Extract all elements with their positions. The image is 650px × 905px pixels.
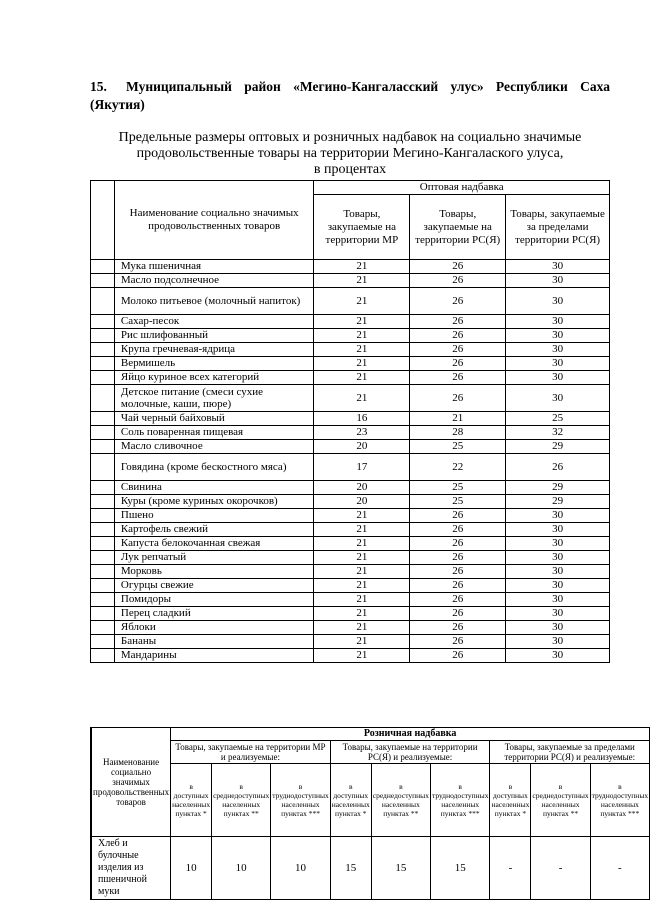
value-mr: 21	[314, 537, 410, 551]
value-rsya: 22	[410, 454, 506, 481]
row-index-cell	[91, 288, 115, 315]
value-outside: 25	[506, 412, 610, 426]
value-outside: 30	[506, 274, 610, 288]
value-rsya: 26	[410, 288, 506, 315]
value-mr: 21	[314, 579, 410, 593]
retail-value: -	[531, 837, 590, 900]
value-outside: 30	[506, 565, 610, 579]
value-outside: 30	[506, 635, 610, 649]
value-mr: 16	[314, 412, 410, 426]
value-rsya: 26	[410, 329, 506, 343]
table-row	[91, 260, 610, 274]
row-index-cell	[91, 274, 115, 288]
value-mr: 21	[314, 274, 410, 288]
row-index-cell	[91, 343, 115, 357]
row-index-cell	[91, 260, 115, 274]
product-name: Морковь	[114, 565, 314, 579]
col-header-rsya: Товары, закупаемые на территории РС(Я)	[410, 195, 506, 260]
row-index-cell	[91, 635, 115, 649]
product-name: Мандарины	[114, 649, 314, 663]
value-mr: 21	[314, 371, 410, 385]
value-mr: 21	[314, 315, 410, 329]
value-outside: 30	[506, 509, 610, 523]
product-name: Чай черный байховый	[114, 412, 314, 426]
table-row	[91, 385, 610, 412]
sub-col-header: в среднедоступных населенных пунктах **	[531, 764, 590, 837]
value-rsya: 26	[410, 621, 506, 635]
value-outside: 30	[506, 329, 610, 343]
table-row	[91, 315, 610, 329]
value-mr: 21	[314, 565, 410, 579]
row-index-cell	[91, 649, 115, 663]
value-rsya: 25	[410, 440, 506, 454]
caption-line-1: Предельные размеры оптовых и розничных надбавок на социально значимые	[118, 130, 582, 145]
product-name: Мука пшеничная	[114, 260, 314, 274]
product-name: Масло сливочное	[114, 440, 314, 454]
retail-value: 10	[271, 837, 330, 900]
row-index-cell	[91, 495, 115, 509]
value-outside: 30	[506, 621, 610, 635]
value-mr: 21	[314, 509, 410, 523]
sub-col-header: в доступных населенных пунктах *	[171, 764, 212, 837]
value-mr: 21	[314, 523, 410, 537]
row-index-cell	[91, 440, 115, 454]
value-mr: 21	[314, 260, 410, 274]
table-caption	[90, 130, 610, 178]
product-name: Крупа гречневая-ядрица	[114, 343, 314, 357]
value-outside: 30	[506, 371, 610, 385]
wholesale-group-header: Оптовая надбавка	[314, 181, 610, 195]
product-name: Рис шлифованный	[114, 329, 314, 343]
row-index-cell	[91, 357, 115, 371]
retail-value: 10	[212, 837, 271, 900]
table-row	[91, 481, 610, 495]
value-mr: 20	[314, 495, 410, 509]
product-name: Детское питание (смеси сухие молочные, каши, пюре)	[114, 385, 314, 412]
table-row	[91, 537, 610, 551]
value-rsya: 25	[410, 495, 506, 509]
product-name: Свинина	[114, 481, 314, 495]
col-header-mr: Товары, закупаемые на территории МР	[314, 195, 410, 260]
value-mr: 21	[314, 593, 410, 607]
product-name: Лук репчатый	[114, 551, 314, 565]
row-index-cell	[91, 454, 115, 481]
sub-col-header: в труднодоступных населенных пунктах ***	[590, 764, 649, 837]
product-name: Соль поваренная пищевая	[114, 426, 314, 440]
value-outside: 26	[506, 454, 610, 481]
value-outside: 30	[506, 649, 610, 663]
product-name: Перец сладкий	[114, 607, 314, 621]
value-mr: 20	[314, 481, 410, 495]
row-index-cell	[91, 371, 115, 385]
value-outside: 32	[506, 426, 610, 440]
product-name: Молоко питьевое (молочный напиток)	[114, 288, 314, 315]
value-rsya: 26	[410, 260, 506, 274]
value-outside: 30	[506, 537, 610, 551]
value-outside: 30	[506, 260, 610, 274]
table-row	[91, 426, 610, 440]
wholesale-markup-table	[90, 180, 610, 663]
value-outside: 29	[506, 495, 610, 509]
value-mr: 20	[314, 440, 410, 454]
value-mr: 21	[314, 343, 410, 357]
value-rsya: 26	[410, 551, 506, 565]
name-column-header: Наименование социально значимых продовольственных товаров	[114, 181, 314, 260]
section-heading	[90, 78, 610, 114]
row-index-cell	[91, 593, 115, 607]
product-name: Хлеб и булочные изделия из пшеничной муки	[92, 837, 171, 900]
row-index-cell	[91, 481, 115, 495]
value-rsya: 26	[410, 385, 506, 412]
product-name: Вермишель	[114, 357, 314, 371]
value-outside: 29	[506, 481, 610, 495]
value-rsya: 25	[410, 481, 506, 495]
product-name: Огурцы свежие	[114, 579, 314, 593]
value-outside: 30	[506, 551, 610, 565]
table-row	[91, 523, 610, 537]
value-mr: 21	[314, 649, 410, 663]
value-mr: 21	[314, 635, 410, 649]
product-name: Сахар-песок	[114, 315, 314, 329]
sub-col-header: в труднодоступных населенных пунктах ***	[271, 764, 330, 837]
product-name: Пшено	[114, 509, 314, 523]
col-header-outside: Товары, закупаемые за пределами территории РС(Я)	[506, 195, 610, 260]
sub-col-header: в среднедоступных населенных пунктах **	[212, 764, 271, 837]
row-index-cell	[91, 315, 115, 329]
retail-group-header: Розничная надбавка	[171, 728, 650, 741]
value-rsya: 26	[410, 315, 506, 329]
product-name: Масло подсолнечное	[114, 274, 314, 288]
value-mr: 21	[314, 385, 410, 412]
section-title: Муниципальный район «Мегино-Кангаласский улус» Республики Саха (Якутия)	[90, 79, 610, 112]
value-rsya: 26	[410, 523, 506, 537]
value-outside: 30	[506, 385, 610, 412]
table-row	[91, 579, 610, 593]
group-col-mr: Товары, закупаемые на территории МР и реализуемые:	[171, 741, 331, 764]
table-row	[91, 621, 610, 635]
table-row	[91, 649, 610, 663]
retail-value: 15	[430, 837, 489, 900]
value-rsya: 26	[410, 565, 506, 579]
table-row	[91, 495, 610, 509]
value-mr: 21	[314, 329, 410, 343]
table-row	[91, 329, 610, 343]
value-rsya: 28	[410, 426, 506, 440]
retail-value: -	[490, 837, 531, 900]
value-rsya: 26	[410, 579, 506, 593]
value-outside: 30	[506, 343, 610, 357]
group-col-outside: Товары, закупаемые за пределами территории РС(Я) и реализуемые:	[490, 741, 650, 764]
table-row	[91, 565, 610, 579]
value-outside: 30	[506, 579, 610, 593]
product-name: Яблоки	[114, 621, 314, 635]
value-outside: 30	[506, 288, 610, 315]
value-mr: 23	[314, 426, 410, 440]
retail-value: 15	[371, 837, 430, 900]
table-row	[91, 593, 610, 607]
table-row	[91, 343, 610, 357]
table-row	[91, 635, 610, 649]
value-outside: 30	[506, 607, 610, 621]
table-row	[91, 551, 610, 565]
value-mr: 21	[314, 607, 410, 621]
product-name: Бананы	[114, 635, 314, 649]
value-outside: 30	[506, 315, 610, 329]
value-outside: 29	[506, 440, 610, 454]
row-index-cell	[91, 621, 115, 635]
value-outside: 30	[506, 593, 610, 607]
retail-value: -	[590, 837, 649, 900]
row-index-cell	[91, 607, 115, 621]
row-index-cell	[91, 551, 115, 565]
row-index-cell	[91, 509, 115, 523]
value-rsya: 26	[410, 274, 506, 288]
retail-value: 15	[330, 837, 371, 900]
table-row	[91, 440, 610, 454]
sub-col-header: в среднедоступных населенных пунктах **	[371, 764, 430, 837]
row-index-cell	[91, 412, 115, 426]
value-mr: 17	[314, 454, 410, 481]
table-row	[91, 509, 610, 523]
product-name: Куры (кроме куриных окорочков)	[114, 495, 314, 509]
value-mr: 21	[314, 551, 410, 565]
retail-markup-table	[90, 727, 650, 900]
value-rsya: 26	[410, 607, 506, 621]
row-index-cell	[91, 426, 115, 440]
table-row	[91, 454, 610, 481]
value-rsya: 26	[410, 537, 506, 551]
section-number: 15.	[90, 79, 107, 94]
product-name: Капуста белокочанная свежая	[114, 537, 314, 551]
value-mr: 21	[314, 357, 410, 371]
row-index-cell	[91, 385, 115, 412]
row-index-cell	[91, 579, 115, 593]
table-row	[91, 288, 610, 315]
value-rsya: 26	[410, 649, 506, 663]
sub-col-header: в доступных населенных пунктах *	[330, 764, 371, 837]
product-name: Говядина (кроме бескостного мяса)	[114, 454, 314, 481]
name-column-header: Наименование социально значимых продовольственных товаров	[92, 728, 171, 837]
table-row	[91, 607, 610, 621]
value-rsya: 26	[410, 343, 506, 357]
product-name: Помидоры	[114, 593, 314, 607]
value-rsya: 26	[410, 371, 506, 385]
index-header	[91, 181, 115, 260]
table-row	[91, 274, 610, 288]
value-outside: 30	[506, 523, 610, 537]
group-col-rsya: Товары, закупаемые на территории РС(Я) и реализуемые:	[330, 741, 490, 764]
product-name: Яйцо куриное всех категорий	[114, 371, 314, 385]
retail-value: 10	[171, 837, 212, 900]
sub-col-header: в доступных населенных пунктах *	[490, 764, 531, 837]
product-name: Картофель свежий	[114, 523, 314, 537]
table-row	[91, 412, 610, 426]
value-outside: 30	[506, 357, 610, 371]
row-index-cell	[91, 523, 115, 537]
value-rsya: 26	[410, 635, 506, 649]
value-rsya: 26	[410, 509, 506, 523]
sub-col-header: в труднодоступных населенных пунктах ***	[430, 764, 489, 837]
row-index-cell	[91, 565, 115, 579]
value-mr: 21	[314, 288, 410, 315]
caption-line-2: продовольственные товары на территории Мегино-Кангалаского улуса,	[136, 146, 564, 161]
row-index-cell	[91, 329, 115, 343]
value-rsya: 26	[410, 357, 506, 371]
value-mr: 21	[314, 621, 410, 635]
table-row	[91, 371, 610, 385]
row-index-cell	[91, 537, 115, 551]
value-rsya: 21	[410, 412, 506, 426]
table-row	[91, 837, 650, 900]
table-row	[91, 357, 610, 371]
value-rsya: 26	[410, 593, 506, 607]
caption-line-3: в процентах	[313, 162, 387, 177]
